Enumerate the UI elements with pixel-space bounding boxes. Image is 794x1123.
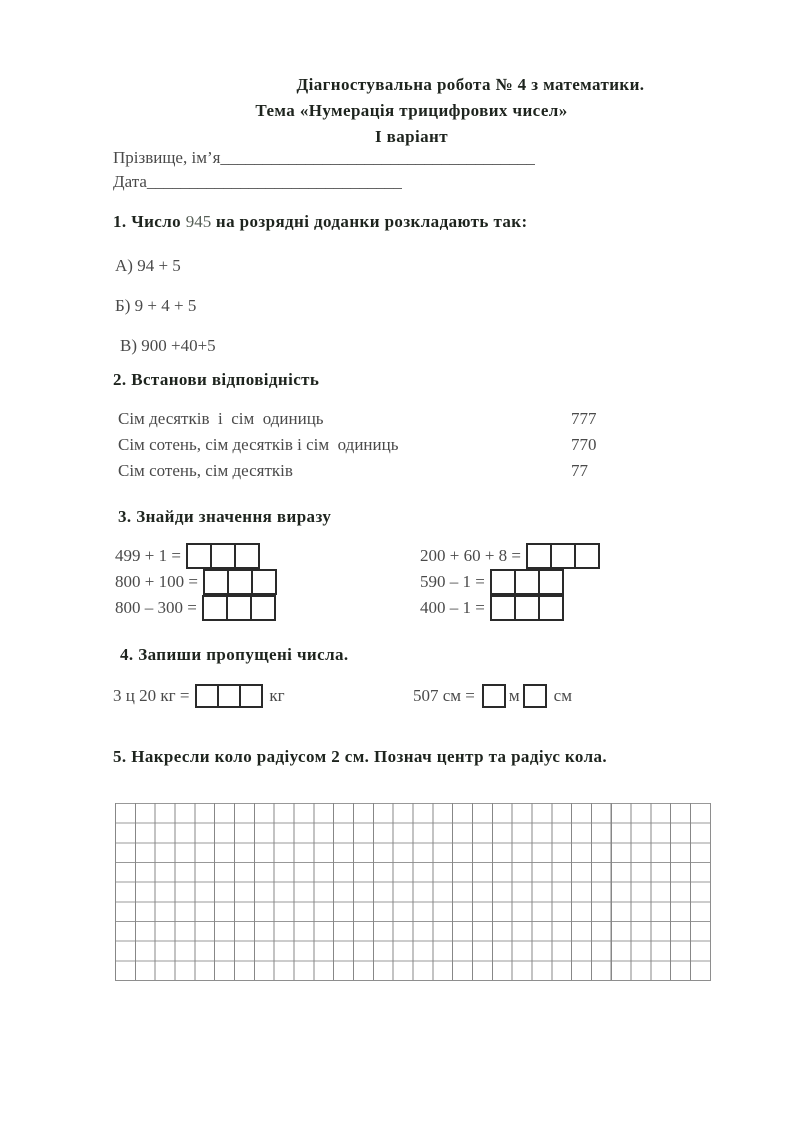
matching-row-text: Сім десятків і сім одиниць [118,409,324,428]
unit-label: см [553,686,572,705]
question-1-number: 945 [185,212,212,231]
title-block [113,72,710,150]
answer-box [482,684,506,708]
graph-paper-grid [115,803,711,981]
answer-box [202,595,228,621]
answer-box [227,569,253,595]
answer-box [538,569,564,595]
expression-text: 200 + 60 + 8 = [420,546,522,565]
answer-box [226,595,252,621]
expression-text: 499 + 1 = [115,546,181,565]
answer-box [203,569,229,595]
question-1-heading-suffix: на розрядні доданки розкладають так: [211,212,528,231]
answer-box [514,595,540,621]
question-5-heading: 5. Накресли коло радіусом 2 см. Познач центр та радіус кола. [113,747,608,766]
question-1-heading [113,212,528,232]
expression-row [115,569,415,595]
answer-box [239,684,263,708]
matching-row [118,406,678,432]
answer-box [490,569,516,595]
question-4-heading: 4. Запиши пропущені числа. [120,645,349,664]
conversion-text: 507 см = [413,686,475,705]
unit-label: кг [269,686,285,705]
answer-box [210,543,236,569]
date-blank-line: Дата______________________________ [113,172,402,191]
question-2-matching-list [118,406,678,484]
answer-box [538,595,564,621]
answer-box [523,684,547,708]
expression-row [115,543,415,569]
answer-box [526,543,552,569]
name-blank-line: Прізвище, ім’я_____________________________________ [113,148,535,167]
answer-box-group [490,569,564,595]
answer-box-group [202,595,276,621]
answer-box [574,543,600,569]
expression-row [115,595,415,621]
answer-box [250,595,276,621]
answer-box-group [186,543,260,569]
answer-box [514,569,540,595]
matching-row-number: 77 [571,461,588,480]
question-3-right-column [420,543,720,621]
question-3-heading: 3. Знайди значення виразу [118,507,332,526]
question-2-heading: 2. Встанови відповідність [113,370,320,389]
variant-label: І варіант [375,127,448,146]
matching-row-number: 777 [571,409,597,428]
answer-box-group [195,684,263,708]
question-1-heading-prefix: 1. Число [113,212,186,231]
matching-row [118,432,678,458]
answer-box-group [203,569,277,595]
unit-label: м [508,686,520,705]
answer-box [217,684,241,708]
question-3-left-column [115,543,415,621]
expression-row [420,595,720,621]
question-1-option-a: А) 94 + 5 [115,256,181,275]
expression-text: 800 + 100 = [115,572,198,591]
conversion-text: 3 ц 20 кг = [113,686,190,705]
expression-text: 400 – 1 = [420,598,485,617]
matching-row-text: Сім сотень, сім десятків і сім одиниць [118,435,399,454]
answer-box-group [490,595,564,621]
question-4-left-item [113,684,285,708]
expression-row [420,543,720,569]
document-subtitle: Тема «Нумерація трицифрових чисел» [255,101,568,120]
question-4-right-item [413,684,572,708]
document-title: Діагностувальна робота № 4 з математики. [296,75,645,94]
matching-row [118,458,678,484]
expression-row [420,569,720,595]
question-1-option-b: Б) 9 + 4 + 5 [115,296,197,315]
expression-text: 800 – 300 = [115,598,197,617]
answer-box-group [526,543,600,569]
matching-row-number: 770 [571,435,597,454]
expression-text: 590 – 1 = [420,572,485,591]
answer-box [186,543,212,569]
answer-box [490,595,516,621]
answer-box [550,543,576,569]
answer-box [234,543,260,569]
matching-row-text: Сім сотень, сім десятків [118,461,293,480]
answer-box [251,569,277,595]
answer-box [195,684,219,708]
question-1-option-v: В) 900 +40+5 [120,336,216,355]
